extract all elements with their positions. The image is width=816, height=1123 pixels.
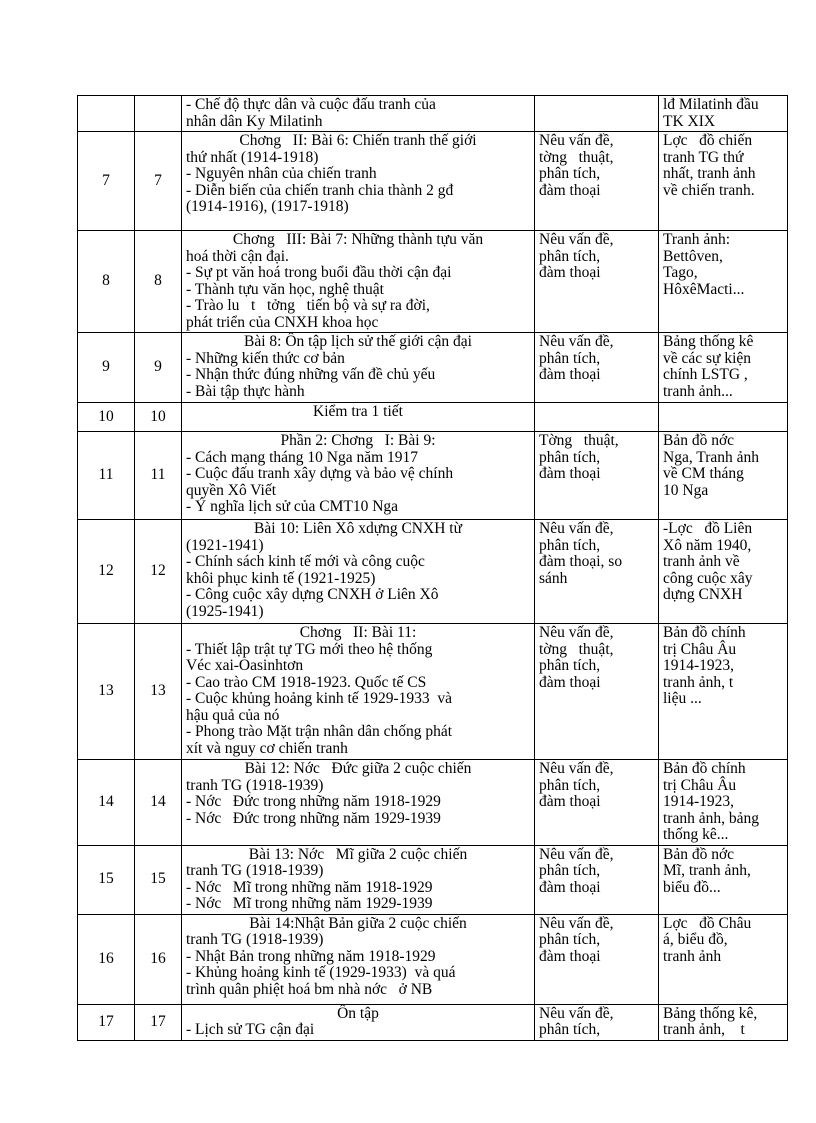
teaching-method-line: đàm thoại	[539, 793, 601, 810]
teaching-aids-line: Bản đồ nớc	[663, 845, 735, 863]
teaching-aids	[659, 403, 788, 432]
lesson-content-line: - Nớc Đức trong những năm 1929-1939	[186, 809, 441, 827]
period-number: 13	[78, 624, 135, 760]
teaching-method-line: đàm thoại, so	[539, 553, 623, 570]
lesson-number: 11	[135, 432, 182, 520]
period-number: 17	[78, 1004, 135, 1040]
lesson-number	[135, 96, 182, 132]
teaching-method	[535, 403, 659, 432]
lesson-number: 12	[135, 520, 182, 624]
lesson-content-line: - Bài tập thực hành	[186, 382, 305, 400]
teaching-method	[535, 432, 659, 520]
teaching-method	[535, 132, 659, 231]
teaching-aids-line: Bettôven,	[663, 247, 723, 265]
lesson-content	[182, 432, 535, 520]
teaching-aids	[659, 231, 788, 333]
teaching-method	[535, 231, 659, 333]
lesson-content-line: - Nớc Mĩ trong những năm 1929-1939	[186, 895, 433, 912]
lesson-content	[182, 914, 535, 1004]
lesson-content-line: Ôn tập	[337, 1004, 379, 1022]
lesson-content-line: (1925-1941)	[186, 602, 264, 620]
table-row	[78, 845, 788, 914]
teaching-method-line: phân tích,	[539, 862, 601, 879]
lesson-number: 16	[135, 914, 182, 1004]
teaching-method-line: đàm thoại	[539, 264, 601, 281]
teaching-method-line: Nêu vấn đề,	[539, 132, 614, 149]
lesson-content-line: - Thành tựu văn học, nghệ thuật	[186, 280, 384, 298]
teaching-aids-line: 1914-1923,	[663, 793, 735, 810]
teaching-aids-line: tranh ảnh, bảng	[663, 809, 759, 827]
teaching-method-line: đàm thoại	[539, 465, 601, 482]
lesson-content-line: - Những kiến thức cơ bản	[186, 349, 345, 367]
teaching-method-line: đàm thoại	[539, 181, 601, 199]
period-number: 16	[78, 914, 135, 1004]
teaching-method-line: Nêu vấn đề,	[539, 520, 614, 537]
table-row	[78, 760, 788, 846]
teaching-aids-line: dựng CNXH	[663, 586, 743, 603]
lesson-content	[182, 520, 535, 624]
table-row	[78, 96, 788, 132]
teaching-aids	[659, 520, 788, 624]
teaching-aids	[659, 845, 788, 914]
period-number: 12	[78, 520, 135, 624]
lesson-content-line: nhân dân Ky Milatinh	[186, 112, 323, 130]
lesson-content-line: - Nhật Bản trong những năm 1918-1929	[186, 947, 436, 965]
lesson-content-line: - Cuộc khủng hoảng kinh tế 1929-1933 và	[186, 690, 453, 707]
lesson-number: 7	[135, 132, 182, 231]
teaching-aids	[659, 132, 788, 231]
teaching-aids-line: tranh ảnh, t	[663, 1021, 745, 1038]
teaching-method-line: Nêu vấn đề,	[539, 760, 614, 777]
lesson-content-line: tranh TG (1918-1939)	[186, 776, 324, 794]
lesson-content-line: - Ý nghĩa lịch sử của CMT10 Nga	[186, 498, 399, 515]
teaching-aids-line: TK XIX	[663, 112, 716, 130]
lesson-number: 15	[135, 845, 182, 914]
teaching-aids-line: trị Châu Âu	[663, 640, 737, 658]
teaching-method	[535, 520, 659, 624]
lesson-content-line: Chơng III: Bài 7: Những thành tựu văn	[232, 231, 484, 248]
teaching-method	[535, 845, 659, 914]
teaching-method-line: phân tích,	[539, 165, 601, 182]
lesson-content-line: - Chế độ thực dân và cuộc đấu tranh của	[186, 96, 436, 113]
teaching-aids-line: 10 Nga	[663, 481, 709, 499]
teaching-aids-line: Tranh ảnh:	[663, 231, 731, 248]
teaching-method	[535, 914, 659, 1004]
lesson-content	[182, 132, 535, 231]
lesson-content-line: Bài 8: Ôn tập lịch sử thế giới cận đại	[244, 333, 472, 350]
lesson-content-line: Kiểm tra 1 tiết	[313, 403, 403, 420]
lesson-content-line: - Khủng hoảng kinh tế (1929-1933) và quá	[186, 964, 456, 981]
lesson-content-line: Phần 2: Chơng I: Bài 9:	[280, 432, 436, 449]
teaching-aids-line: Bảng thống kê	[663, 333, 754, 350]
teaching-aids	[659, 1004, 788, 1040]
teaching-aids-line: Bản đồ chính	[663, 760, 746, 777]
teaching-method	[535, 1004, 659, 1040]
teaching-method	[535, 624, 659, 760]
lesson-content-line: - Lịch sử TG cận đại	[186, 1021, 315, 1038]
lesson-content-line: Bài 12: Nớc Đức giữa 2 cuộc chiến	[244, 760, 472, 777]
teaching-method	[535, 96, 659, 132]
lesson-content-line: - Nớc Đức trong những năm 1918-1929	[186, 793, 441, 810]
teaching-method-line: phân tích,	[539, 349, 601, 367]
lesson-number: 8	[135, 231, 182, 333]
lesson-content-line: Chơng II: Bài 6: Chiến tranh thế giới	[239, 132, 477, 149]
teaching-aids-line: nhất, tranh ảnh	[663, 165, 756, 182]
teaching-method-line: phân tích,	[539, 448, 601, 466]
teaching-method	[535, 760, 659, 846]
teaching-aids	[659, 914, 788, 1004]
teaching-method-line: đàm thoại	[539, 947, 601, 965]
period-number: 14	[78, 760, 135, 846]
lesson-content-line: - Trào lu t tởng tiến bộ và sự ra đời,	[186, 297, 430, 314]
lesson-content-line: tranh TG (1918-1939)	[186, 862, 324, 879]
lesson-content-line: - Sự pt văn hoá trong buổi đầu thời cận đại	[186, 264, 452, 281]
teaching-aids-line: về chiến tranh.	[663, 181, 755, 199]
teaching-method-line: tờng thuật,	[539, 148, 614, 166]
table-row	[78, 914, 788, 1004]
lesson-content-line: - Chính sách kinh tế mới và công cuộc	[186, 553, 425, 570]
lesson-number: 17	[135, 1004, 182, 1040]
table-row	[78, 520, 788, 624]
teaching-aids-line: Lợc đồ Châu	[663, 914, 752, 932]
lesson-content-line: - Thiết lập trật tự TG mới theo hệ thống	[186, 640, 433, 658]
lesson-content	[182, 333, 535, 403]
teaching-method-line: Tờng thuật,	[539, 432, 619, 449]
lesson-content	[182, 96, 535, 132]
teaching-method-line: Nêu vấn đề,	[539, 333, 614, 350]
teaching-aids-line: biểu đồ...	[663, 878, 721, 896]
lesson-content-line: (1914-1916), (1917-1918)	[186, 198, 349, 215]
teaching-aids-line: trị Châu Âu	[663, 776, 737, 794]
lesson-content-line: (1921-1941)	[186, 536, 264, 554]
table-row	[78, 333, 788, 403]
table-row	[78, 624, 788, 760]
lesson-content-line: - Phong trào Mặt trận nhân dân chống phát	[186, 723, 453, 740]
lesson-content	[182, 231, 535, 333]
teaching-aids-line: lđ Milatinh đầu	[663, 96, 759, 113]
lesson-content-line: - Cuộc đấu tranh xây dựng và bảo vệ chính	[186, 465, 454, 482]
teaching-aids-line: thống kê...	[663, 826, 729, 843]
teaching-method-line: tờng thuật,	[539, 640, 614, 658]
teaching-aids-line: liệu ...	[663, 690, 702, 707]
teaching-method-line: Nêu vấn đề,	[539, 914, 614, 932]
teaching-aids-line: 1914-1923,	[663, 657, 735, 674]
lesson-content-line: trình quân phiệt hoá bm nhà nớc ở NB	[186, 980, 433, 998]
teaching-aids-line: về các sự kiện	[663, 349, 752, 367]
lesson-content-line: - Diễn biến của chiến tranh chia thành 2 gđ	[186, 181, 454, 199]
teaching-method-line: Nêu vấn đề,	[539, 231, 614, 248]
lesson-content-line: Bài 10: Liên Xô xdựng CNXH từ	[254, 520, 462, 537]
lesson-content-line: Véc xai-Oasinhtơn	[186, 657, 304, 674]
teaching-aids-line: tranh ảnh, t	[663, 673, 734, 691]
period-number: 11	[78, 432, 135, 520]
teaching-aids	[659, 624, 788, 760]
period-number	[78, 96, 135, 132]
teaching-method-line: Nêu vấn đề,	[539, 845, 614, 863]
table-row	[78, 132, 788, 231]
teaching-aids-line: -Lợc đồ Liên	[663, 520, 753, 537]
table-row	[78, 231, 788, 333]
lesson-number: 14	[135, 760, 182, 846]
teaching-aids-line: tranh ảnh về	[663, 553, 740, 570]
teaching-aids	[659, 760, 788, 846]
teaching-method-line: phân tích,	[539, 536, 601, 554]
teaching-aids-line: Bản đồ nớc	[663, 432, 735, 449]
teaching-aids	[659, 96, 788, 132]
teaching-method-line: Nêu vấn đề,	[539, 624, 614, 641]
teaching-method-line: phân tích,	[539, 1021, 601, 1038]
period-number: 15	[78, 845, 135, 914]
teaching-aids-line: chính LSTG ,	[663, 366, 748, 383]
teaching-aids-line: Xô năm 1940,	[663, 536, 752, 554]
lesson-content-line: khôi phục kinh tế (1921-1925)	[186, 569, 376, 587]
teaching-method	[535, 333, 659, 403]
period-number: 8	[78, 231, 135, 333]
teaching-aids-line: Bản đồ chính	[663, 624, 746, 641]
teaching-method-line: phân tích,	[539, 247, 601, 265]
period-number: 9	[78, 333, 135, 403]
table-row	[78, 432, 788, 520]
teaching-method-line: đàm thoại	[539, 673, 601, 691]
lesson-content-line: - Công cuộc xây dựng CNXH ở Liên Xô	[186, 586, 439, 603]
teaching-method-line: đàm thoại	[539, 878, 601, 896]
teaching-aids-line: về CM tháng	[663, 465, 744, 482]
lesson-content-line: - Nguyên nhân của chiến tranh	[186, 165, 377, 182]
lesson-content	[182, 624, 535, 760]
table-row	[78, 1004, 788, 1040]
table-row	[78, 403, 788, 432]
teaching-aids-line: tranh ảnh...	[663, 382, 733, 400]
period-number: 10	[78, 403, 135, 432]
teaching-aids-line: Nga, Tranh ảnh	[663, 448, 760, 466]
teaching-aids-line: Lợc đồ chiến	[663, 132, 753, 149]
teaching-aids	[659, 333, 788, 403]
lesson-content-line: quyền Xô Viết	[186, 481, 277, 499]
lesson-content-line: hậu quả của nó	[186, 706, 280, 724]
teaching-aids-line: Tago,	[663, 264, 698, 281]
teaching-aids-line: Mĩ, tranh ảnh,	[663, 862, 751, 879]
teaching-method-line: đàm thoại	[539, 366, 601, 383]
lesson-content-line: tranh TG (1918-1939)	[186, 931, 324, 948]
lesson-content-line: - Nớc Mĩ trong những năm 1918-1929	[186, 878, 433, 896]
teaching-aids-line: công cuộc xây	[663, 569, 753, 587]
lesson-content-line: - Cao trào CM 1918-1923. Quốc tế CS	[186, 673, 427, 691]
teaching-aids-line: Bảng thống kê,	[663, 1004, 758, 1022]
lesson-content-line: - Nhận thức đúng những vấn đề chủ yếu	[186, 366, 436, 383]
lesson-content	[182, 845, 535, 914]
lesson-content-line: phát triển của CNXH khoa học	[186, 313, 379, 331]
teaching-method-line: phân tích,	[539, 931, 601, 948]
teaching-method-line: Nêu vấn đề,	[539, 1004, 614, 1022]
lesson-content-line: - Cách mạng tháng 10 Nga năm 1917	[186, 448, 419, 466]
teaching-aids-line: tranh TG thứ	[663, 148, 744, 166]
lesson-content	[182, 760, 535, 846]
lesson-content-line: thứ nhất (1914-1918)	[186, 148, 319, 166]
teaching-method-line: sánh	[539, 569, 568, 587]
teaching-aids-line: tranh ảnh	[663, 947, 722, 965]
teaching-aids-line: HôxêMacti...	[663, 280, 745, 298]
lesson-number: 13	[135, 624, 182, 760]
teaching-method-line: phân tích,	[539, 776, 601, 794]
lesson-number: 9	[135, 333, 182, 403]
period-number: 7	[78, 132, 135, 231]
lesson-content-line: Chơng II: Bài 11:	[299, 624, 417, 641]
lesson-number: 10	[135, 403, 182, 432]
lesson-content-line: Bài 14:Nhật Bản giữa 2 cuộc chiến	[249, 914, 467, 932]
lesson-content-line: hoá thời cận đại.	[186, 247, 289, 265]
lesson-content	[182, 1004, 535, 1040]
lesson-content	[182, 403, 535, 432]
lesson-content-line: Bài 13: Nớc Mĩ giữa 2 cuộc chiến	[248, 845, 468, 863]
teaching-aids	[659, 432, 788, 520]
lesson-plan-body	[78, 96, 788, 1041]
lesson-plan-table	[77, 95, 788, 1041]
lesson-content-line: xít và nguy cơ chiến tranh	[186, 739, 348, 757]
teaching-aids-line: á, biểu đồ,	[663, 931, 728, 948]
teaching-method-line: phân tích,	[539, 657, 601, 674]
